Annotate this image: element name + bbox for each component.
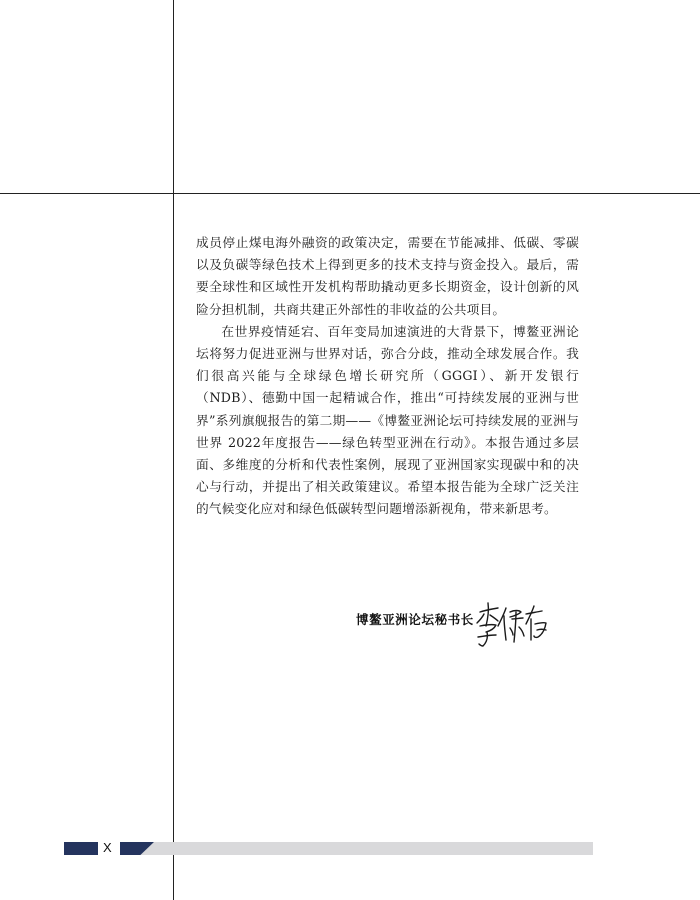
signature-block bbox=[356, 600, 576, 650]
crop-mark-vertical bbox=[173, 0, 174, 900]
footer-bar bbox=[140, 842, 593, 855]
page-number: X bbox=[103, 840, 112, 855]
signatory-title: 博鳌亚洲论坛秘书长 bbox=[356, 612, 474, 627]
body-text bbox=[196, 232, 579, 521]
footer-accent-left bbox=[64, 842, 98, 855]
paragraph-2: 在世界疫情延宕、百年变局加速演进的大背景下，博鳌亚洲论坛将努力促进亚洲与世界对话，弥合分歧，推动全球发展合作。我们很高兴能与全球绿色增长研究所（GGGI）、新开发银行（NDB）、德勤中国一起精诚合作，推出“可持续发展的亚洲与世界”系列旗舰报告的第二期——《博鳌亚洲论坛可持续发展的亚洲与世界 2022年度报告——绿色转型亚洲在行动》。本报告通过多层面、多维度的分析和代表性案例，展现了亚洲国家实现碳中和的决心与行动，并提出了相关政策建议。希望本报告能为全球广泛关注的气候变化应对和绿色低碳转型问题增添新视角，带来新思考。 bbox=[196, 323, 579, 517]
handwritten-signature-icon bbox=[474, 600, 554, 648]
crop-mark-horizontal bbox=[0, 193, 700, 194]
paragraph-1: 成员停止煤电海外融资的政策决定，需要在节能减排、低碳、零碳以及负碳等绿色技术上得到更多的技术支持与资金投入。最后，需要全球性和区域性开发机构帮助撬动更多长期资金，设计创新的风险分担机制，共商共建正外部性的非收益的公共项目。 bbox=[196, 235, 579, 317]
